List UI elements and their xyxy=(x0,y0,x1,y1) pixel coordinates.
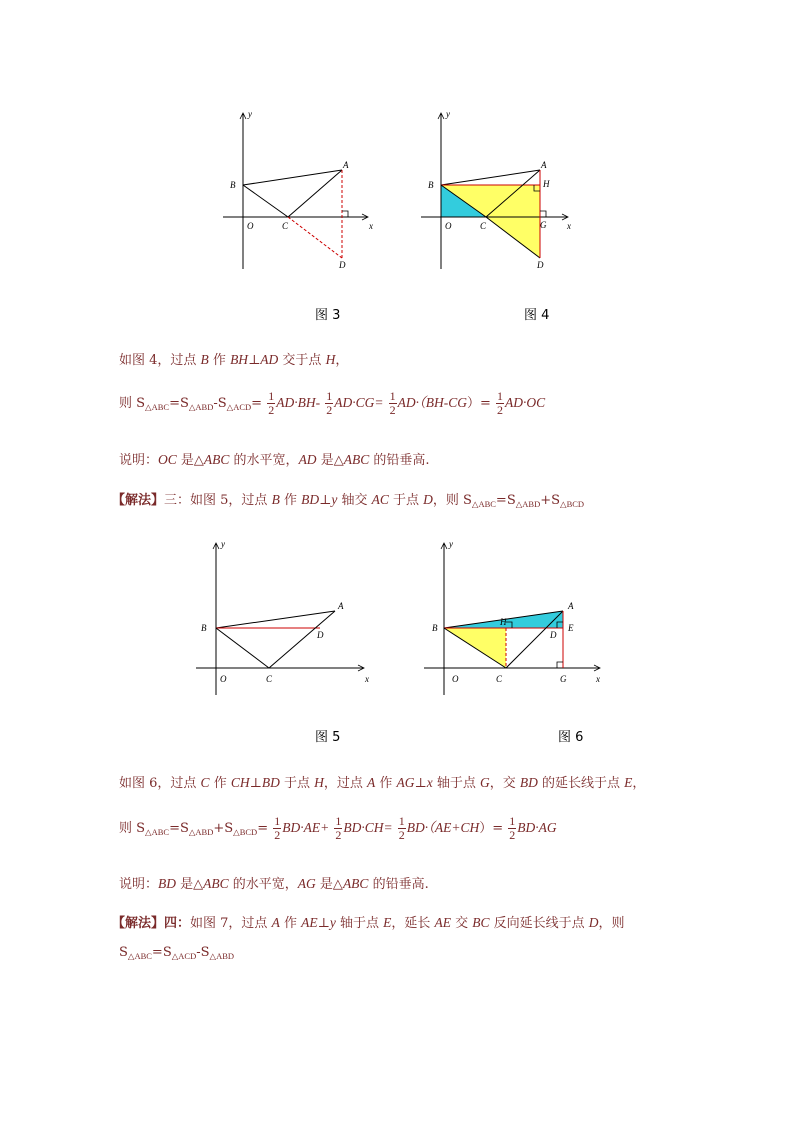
var-bh: BH xyxy=(230,352,249,367)
label-y: y xyxy=(248,109,252,119)
perp-symbol: ⊥ xyxy=(319,493,332,508)
label-o: O xyxy=(445,221,452,231)
label-x: x xyxy=(369,221,373,231)
subscript: △ABC xyxy=(145,402,170,412)
fraction-half xyxy=(334,815,342,842)
caption-figure-3: 图 3 xyxy=(315,308,341,323)
right-angle-mark-g xyxy=(540,211,546,217)
numerator: 1 xyxy=(268,389,275,403)
var: D xyxy=(423,492,433,507)
area-symbol: S xyxy=(136,821,146,836)
term: AD·BH- xyxy=(276,395,321,410)
subscript: △ABD xyxy=(188,402,214,412)
denominator: 2 xyxy=(497,403,504,417)
label-g: G xyxy=(560,674,567,684)
var: D xyxy=(588,915,599,930)
equals: = xyxy=(151,945,163,960)
area-symbol: S xyxy=(217,396,227,411)
var: BD xyxy=(519,775,538,790)
right-angle-mark-g xyxy=(557,662,563,668)
text: 作 xyxy=(279,493,302,508)
method-number: 四： xyxy=(164,916,191,931)
figure-3-diagram xyxy=(218,105,388,275)
figure-3 xyxy=(218,105,388,279)
label-d: D xyxy=(550,630,557,640)
text: 则 xyxy=(119,396,137,411)
label-b: B xyxy=(230,180,236,190)
denominator: 2 xyxy=(268,403,275,417)
var: E xyxy=(383,915,392,930)
figure-4 xyxy=(416,105,586,279)
var: AG xyxy=(297,876,316,891)
label-o: O xyxy=(452,674,459,684)
figure-5 xyxy=(192,535,377,704)
segment-bc xyxy=(243,185,288,217)
formula-1 xyxy=(119,390,545,417)
text: 则 xyxy=(119,821,137,836)
right-angle-mark xyxy=(342,211,348,217)
numerator: 1 xyxy=(389,389,396,403)
var: x xyxy=(426,775,433,790)
var: y xyxy=(331,492,338,507)
perp-symbol: ⊥ xyxy=(249,776,262,791)
label-y: y xyxy=(446,109,450,119)
numerator: 1 xyxy=(398,814,405,828)
subscript: △ABD xyxy=(188,827,214,837)
var: ABC xyxy=(203,452,230,467)
figure-5-diagram xyxy=(192,535,377,700)
label-a: A xyxy=(568,601,574,611)
area-symbol: S xyxy=(179,396,189,411)
label-o: O xyxy=(220,674,227,684)
area-symbol: S xyxy=(506,493,516,508)
text: 的铅垂高. xyxy=(368,877,429,892)
paragraph-3 xyxy=(119,449,429,468)
label-x: x xyxy=(596,674,600,684)
text: 轴于点 xyxy=(335,916,384,931)
text: 是△ xyxy=(176,877,204,892)
denominator: 2 xyxy=(509,828,516,842)
text: 的水平宽， xyxy=(229,453,299,468)
numerator: 1 xyxy=(497,389,504,403)
area-symbol: S xyxy=(162,945,172,960)
area-symbol: S xyxy=(551,493,561,508)
term: AE+CH xyxy=(434,820,480,835)
subscript: △ABD xyxy=(515,499,541,509)
text: 是△ xyxy=(315,877,343,892)
text: ，延长 xyxy=(391,916,435,931)
numerator: 1 xyxy=(509,814,516,828)
var: A xyxy=(366,775,376,790)
fraction-half xyxy=(389,390,397,417)
label-c: C xyxy=(496,674,503,684)
label-y: y xyxy=(221,539,225,549)
segment-bc xyxy=(216,628,269,668)
term: BD·（ xyxy=(406,820,435,835)
subscript: △ABC xyxy=(145,827,170,837)
paragraph-1 xyxy=(119,349,348,368)
perp-symbol: ⊥ xyxy=(317,916,330,931)
var: ABC xyxy=(203,876,229,891)
text: 的铅垂高. xyxy=(369,453,430,468)
text: 于点 xyxy=(279,776,315,791)
var: y xyxy=(329,915,336,930)
paragraph-7 xyxy=(119,873,429,892)
term: BD·AE+ xyxy=(282,820,330,835)
equals: = xyxy=(169,396,180,411)
text: ， xyxy=(335,353,349,368)
subscript: △BCD xyxy=(233,827,258,837)
denominator: 2 xyxy=(389,403,396,417)
label-d: D xyxy=(317,630,324,640)
equals: = xyxy=(257,821,269,836)
label-d: D xyxy=(537,260,544,270)
denominator: 2 xyxy=(326,403,333,417)
text: 交 xyxy=(450,916,473,931)
label-c: C xyxy=(266,674,273,684)
fraction-half xyxy=(508,815,516,842)
caption-figure-6: 图 6 xyxy=(558,730,584,745)
var: AE xyxy=(301,915,318,930)
text: ， xyxy=(632,776,646,791)
text: ，交 xyxy=(489,776,520,791)
label-c: C xyxy=(480,221,487,231)
text: 于点 xyxy=(388,493,424,508)
minus: - xyxy=(213,396,218,411)
label-x: x xyxy=(567,221,571,231)
var-h: H xyxy=(325,352,336,367)
minus: - xyxy=(196,945,201,960)
var: BD xyxy=(261,775,280,790)
subscript: △BCD xyxy=(560,499,585,509)
subscript: △ACD xyxy=(171,951,197,961)
text: 如图 4，过点 xyxy=(119,353,201,368)
var: B xyxy=(271,492,280,507)
numerator: 1 xyxy=(326,389,333,403)
text: 的延长线于点 xyxy=(537,776,625,791)
plus: + xyxy=(540,493,552,508)
label-a: A xyxy=(343,160,349,170)
area-symbol: S xyxy=(224,821,234,836)
formula-2 xyxy=(119,815,557,842)
var: E xyxy=(624,775,633,790)
denominator: 2 xyxy=(398,828,405,842)
label-b: B xyxy=(201,623,207,633)
var: ABC xyxy=(342,876,369,891)
paragraph-4 xyxy=(112,489,584,508)
var: AD xyxy=(298,452,317,467)
area-symbol: S xyxy=(119,945,128,960)
var: AG xyxy=(396,775,415,790)
text: 三：如图 5，过点 xyxy=(164,493,272,508)
text: 说明： xyxy=(119,453,159,468)
label-x: x xyxy=(365,674,369,684)
var: CH xyxy=(230,775,250,790)
label-b: B xyxy=(432,623,438,633)
text: 作 xyxy=(279,916,302,931)
label-e: E xyxy=(568,623,574,633)
perp-symbol: ⊥ xyxy=(248,353,261,368)
segment-cd-dashed xyxy=(288,217,342,258)
label-g: G xyxy=(540,220,547,230)
term: BD·CH= xyxy=(343,820,393,835)
paragraph-8 xyxy=(112,912,625,931)
var: BD xyxy=(158,876,177,891)
term: AD·OC xyxy=(505,395,546,410)
fraction-half xyxy=(325,390,333,417)
label-d: D xyxy=(339,260,346,270)
var: ABC xyxy=(343,452,370,467)
text: ）= xyxy=(479,821,504,836)
label-a: A xyxy=(338,601,344,611)
text: 如图 6，过点 xyxy=(119,776,201,791)
label-b: B xyxy=(428,180,434,190)
label-c: C xyxy=(282,221,289,231)
var-b: B xyxy=(200,352,209,367)
figure-6-diagram xyxy=(420,535,610,700)
area-symbol: S xyxy=(136,396,146,411)
text: 是△ xyxy=(176,453,204,468)
equals: = xyxy=(251,396,263,411)
caption-figure-5: 图 5 xyxy=(315,730,341,745)
var: G xyxy=(480,775,490,790)
denominator: 2 xyxy=(274,828,281,842)
text: 如图 7，过点 xyxy=(190,916,272,931)
var: BC xyxy=(472,915,490,930)
text: 作 xyxy=(375,776,397,791)
text: 反向延长线于点 xyxy=(489,916,589,931)
term: BH-CG xyxy=(425,395,467,410)
fraction-half xyxy=(398,815,406,842)
method-label: 【解法】 xyxy=(112,493,165,508)
text: 是△ xyxy=(316,453,344,468)
equals: = xyxy=(169,821,180,836)
paragraph-9 xyxy=(119,945,234,960)
paragraph-5 xyxy=(119,772,645,791)
subscript: △ABC xyxy=(471,499,496,509)
segment-ba xyxy=(216,611,335,628)
label-a: A xyxy=(541,160,547,170)
numerator: 1 xyxy=(335,814,342,828)
area-symbol: S xyxy=(463,493,472,508)
subscript: △ABD xyxy=(209,951,235,961)
method-label: 【解法】 xyxy=(112,916,165,931)
text: 轴交 xyxy=(337,493,372,508)
figure-4-diagram xyxy=(416,105,586,275)
var: OC xyxy=(158,452,177,467)
text: ，过点 xyxy=(323,776,367,791)
figure-6 xyxy=(420,535,610,704)
var: H xyxy=(314,775,324,790)
denominator: 2 xyxy=(335,828,342,842)
term: AD·（ xyxy=(397,395,426,410)
term: AD·CG= xyxy=(334,395,384,410)
text: 交于点 xyxy=(278,353,326,368)
equals: = xyxy=(495,493,507,508)
subscript: △ABC xyxy=(127,951,152,961)
segment-ca xyxy=(269,611,335,668)
fraction-half xyxy=(496,390,504,417)
text: 轴于点 xyxy=(432,776,480,791)
var: BD xyxy=(301,492,320,507)
area-symbol: S xyxy=(179,821,189,836)
fraction-half xyxy=(267,390,275,417)
var: C xyxy=(200,775,210,790)
fraction-half xyxy=(273,815,281,842)
area-symbol: S xyxy=(200,945,210,960)
text: 说明： xyxy=(119,877,159,892)
label-y: y xyxy=(449,539,453,549)
subscript: △ACD xyxy=(226,402,252,412)
text: ）= xyxy=(466,396,491,411)
text: ，则 xyxy=(432,493,463,508)
label-h: H xyxy=(543,179,550,189)
var: AC xyxy=(371,492,389,507)
label-h: H xyxy=(500,617,507,627)
plus: + xyxy=(213,821,225,836)
label-o: O xyxy=(247,221,254,231)
text: 作 xyxy=(209,776,231,791)
text: 的水平宽， xyxy=(228,877,298,892)
var-ad: AD xyxy=(260,352,279,367)
var: AE xyxy=(434,915,451,930)
perp-symbol: ⊥ xyxy=(414,776,427,791)
text: 作 xyxy=(208,353,231,368)
numerator: 1 xyxy=(274,814,281,828)
var: A xyxy=(271,915,280,930)
text: ，则 xyxy=(598,916,625,931)
term: BD·AG xyxy=(517,820,557,835)
caption-figure-4: 图 4 xyxy=(524,308,550,323)
